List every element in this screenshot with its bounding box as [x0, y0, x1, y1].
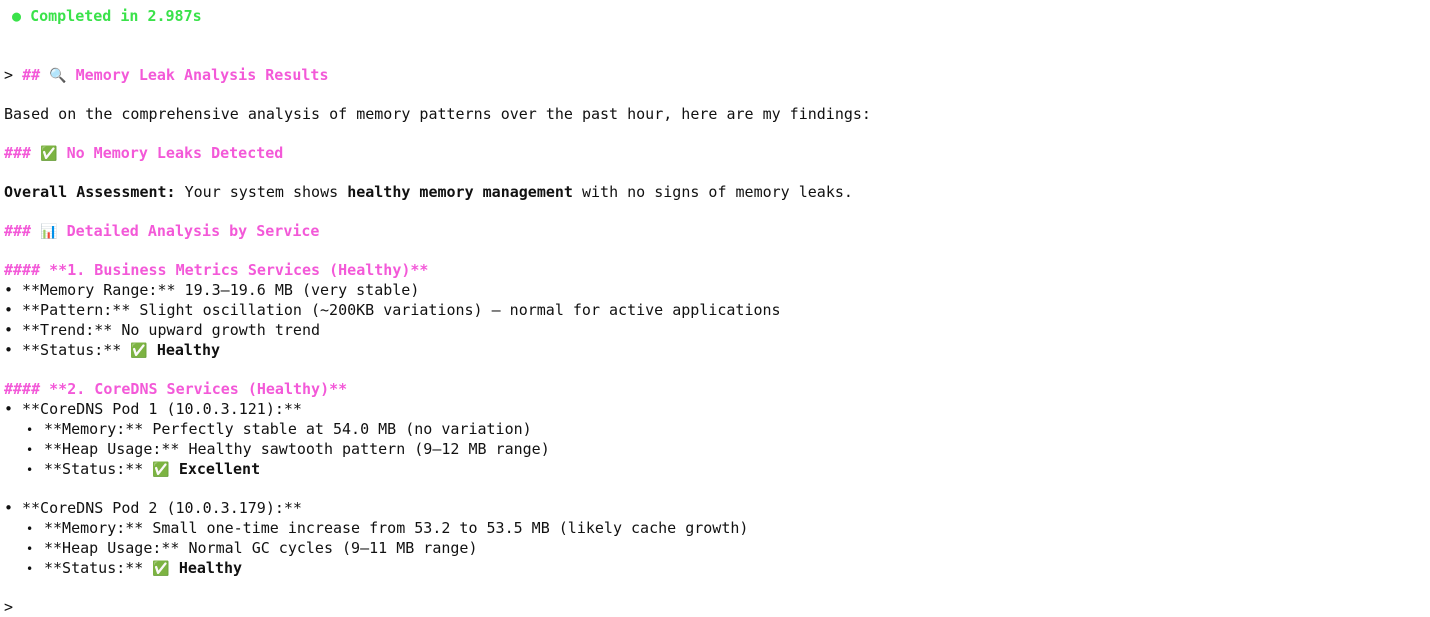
- heading-hashes: ##: [22, 66, 41, 84]
- pod1-header: **CoreDNS Pod 1 (10.0.3.121):**: [22, 400, 302, 418]
- detailed-hashes: ###: [4, 222, 32, 240]
- subsection-coredns: [0, 379, 1430, 399]
- check-icon: ✅: [152, 561, 170, 577]
- list-item: [0, 340, 1430, 360]
- subsection-2-hashes: ####: [4, 380, 41, 398]
- item-label: **Status:**: [44, 460, 144, 478]
- overall-label: Overall Assessment:: [4, 183, 176, 201]
- item-label: **Heap Usage:**: [44, 539, 180, 557]
- status-line: [0, 6, 1430, 26]
- subsection-2-title: **2. CoreDNS Services (Healthy)**: [49, 380, 348, 398]
- overall-pre: Your system shows: [175, 183, 348, 201]
- check-icon: ✅: [40, 146, 58, 162]
- item-label: **Heap Usage:**: [44, 440, 180, 458]
- trailing-cursor: >: [4, 598, 14, 616]
- pod2-header: **CoreDNS Pod 2 (10.0.3.179):**: [22, 499, 302, 517]
- item-label: **Memory:**: [44, 519, 144, 537]
- section-no-leaks: [0, 143, 1430, 163]
- item-status: Healthy: [156, 341, 221, 359]
- item-text: Normal GC cycles (9–11 MB range): [179, 539, 478, 557]
- subsection-business-metrics: [0, 260, 1430, 280]
- detailed-title: Detailed Analysis by Service: [66, 222, 320, 240]
- check-icon: ✅: [152, 462, 170, 478]
- list-item: [0, 538, 1430, 558]
- item-text: Slight oscillation (~200KB variations) — normal for active applications: [130, 301, 781, 319]
- list-item: [0, 459, 1430, 479]
- section-title: No Memory Leaks Detected: [66, 144, 284, 162]
- bar-chart-icon: 📊: [40, 224, 58, 240]
- item-label: **Pattern:**: [22, 301, 131, 319]
- item-text: Perfectly stable at 54.0 MB (no variation): [143, 420, 532, 438]
- analysis-heading: [0, 65, 1430, 85]
- list-item: [0, 300, 1430, 320]
- heading-title: Memory Leak Analysis Results: [75, 66, 329, 84]
- item-text: 19.3–19.6 MB (very stable): [175, 281, 420, 299]
- item-label: **Status:**: [44, 559, 144, 577]
- status-dot: ●: [12, 7, 22, 25]
- prompt-caret: >: [4, 66, 14, 84]
- status-text: Completed in 2.987s: [30, 7, 202, 25]
- intro-paragraph: Based on the comprehensive analysis of memory patterns over the past hour, here are my findings:: [4, 105, 871, 123]
- list-item: [0, 439, 1430, 459]
- list-item: [0, 280, 1430, 300]
- item-label: **Memory Range:**: [22, 281, 176, 299]
- item-status: Healthy: [178, 559, 243, 577]
- list-item: [0, 558, 1430, 578]
- subsection-1-title: **1. Business Metrics Services (Healthy)**: [49, 261, 429, 279]
- item-text: Healthy sawtooth pattern (9–12 MB range): [179, 440, 550, 458]
- item-status: Excellent: [178, 460, 261, 478]
- list-item: [0, 518, 1430, 538]
- list-item: [0, 419, 1430, 439]
- check-icon: ✅: [130, 343, 148, 359]
- item-text: No upward growth trend: [112, 321, 321, 339]
- list-item: [0, 498, 1430, 518]
- list-item: [0, 320, 1430, 340]
- section-hashes: ###: [4, 144, 32, 162]
- item-text: Small one-time increase from 53.2 to 53.5 MB (likely cache growth): [143, 519, 749, 537]
- list-item: [0, 399, 1430, 419]
- item-label: **Memory:**: [44, 420, 144, 438]
- overall-assessment: [0, 182, 1430, 202]
- overall-bold: healthy memory management: [347, 183, 573, 201]
- subsection-1-hashes: ####: [4, 261, 41, 279]
- magnifier-icon: 🔍: [49, 68, 67, 84]
- overall-post: with no signs of memory leaks.: [572, 183, 853, 201]
- section-detailed: [0, 221, 1430, 241]
- item-label: **Status:**: [22, 341, 122, 359]
- item-label: **Trend:**: [22, 321, 113, 339]
